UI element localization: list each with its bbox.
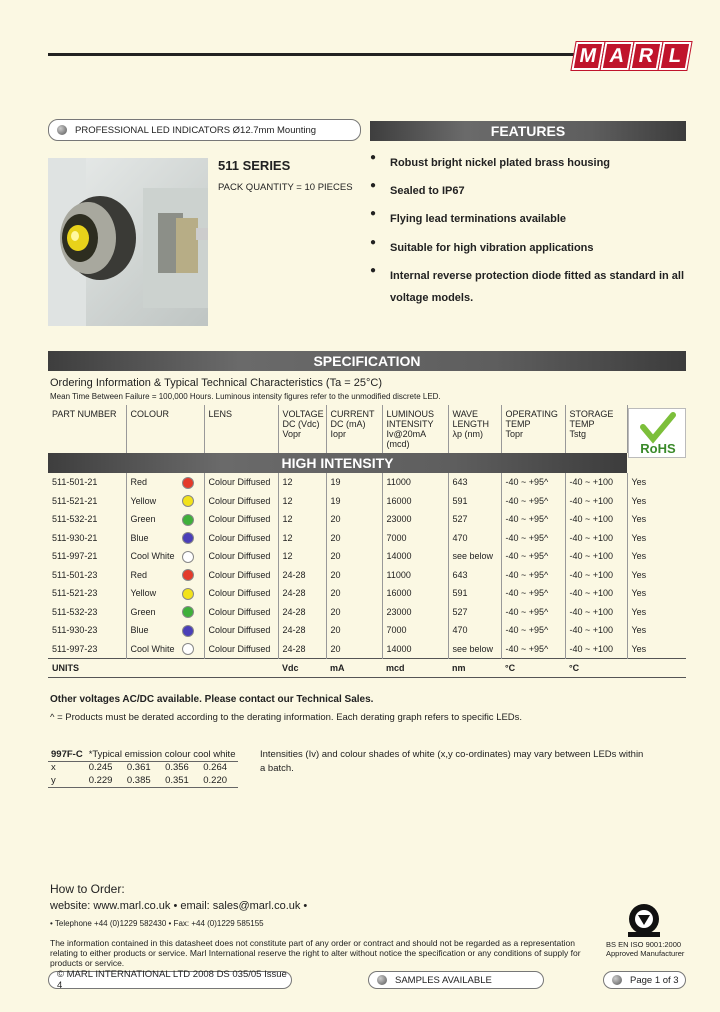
- table-cell: -40 ~ +95^: [501, 640, 565, 659]
- table-cell: 20: [326, 640, 382, 659]
- voltages-note: Other voltages AC/DC available. Please contact our Technical Sales.: [50, 694, 374, 705]
- table-cell: 511-532-21: [52, 514, 98, 524]
- table-cell: 23000: [382, 510, 448, 529]
- coord-head: 997F-C: [48, 748, 86, 761]
- table-row: [48, 584, 686, 603]
- page-number: Page 1 of 3: [630, 974, 679, 986]
- led-colour-swatch-icon: [182, 532, 194, 544]
- table-cell: 11000: [382, 566, 448, 585]
- table-cell: Cool White: [126, 640, 178, 659]
- table-cell: 470: [448, 529, 501, 548]
- table-cell: -40 ~ +95^: [501, 510, 565, 529]
- table-cell: Green: [126, 603, 178, 622]
- contact-web-email[interactable]: website: www.marl.co.uk • email: sales@marl.co.uk •: [50, 900, 308, 912]
- iso-certification-icon: [622, 902, 666, 938]
- table-cell: 20: [326, 566, 382, 585]
- table-cell: 16000: [382, 584, 448, 603]
- table-cell: Yellow: [126, 584, 178, 603]
- table-cell: 14000: [382, 640, 448, 659]
- how-to-order-title: How to Order:: [50, 882, 125, 896]
- table-cell: -40 ~ +100: [565, 640, 627, 659]
- table-cell: 20: [326, 529, 382, 548]
- table-cell: -40 ~ +95^: [501, 492, 565, 511]
- pack-quantity: PACK QUANTITY = 10 PIECES: [218, 182, 353, 193]
- table-cell: 20: [326, 584, 382, 603]
- table-row: [48, 492, 686, 511]
- column-header: COLOUR: [126, 405, 178, 453]
- specification-banner: [48, 351, 686, 371]
- table-cell: -40 ~ +95^: [501, 547, 565, 566]
- table-cell: Yellow: [126, 492, 178, 511]
- specification-title: SPECIFICATION: [313, 353, 421, 369]
- table-cell: 511-521-21: [52, 495, 98, 506]
- table-row: [48, 621, 686, 640]
- table-cell: -40 ~ +100: [565, 621, 627, 640]
- table-cell: Yes: [627, 584, 686, 603]
- table-cell: Colour Diffused: [204, 492, 278, 511]
- table-cell: Colour Diffused: [204, 473, 278, 492]
- table-cell: Yes: [627, 529, 686, 548]
- table-cell: -40 ~ +100: [565, 473, 627, 492]
- column-header: OPERATING TEMP Topr: [501, 405, 565, 453]
- table-cell: 511-930-23: [52, 625, 98, 635]
- table-cell: 591: [448, 492, 501, 511]
- derating-note: ^ = Products must be derated according to the derating information. Each derating graph refers to specific LEDs.: [50, 712, 523, 723]
- table-cell: Yes: [627, 492, 686, 511]
- samples-pill: [368, 971, 544, 989]
- table-cell: 20: [326, 547, 382, 566]
- copyright-pill: [48, 971, 292, 989]
- table-cell: Blue: [126, 529, 178, 548]
- table-cell: 12: [278, 510, 326, 529]
- column-header: CURRENT DC (mA) Iopr: [326, 405, 382, 453]
- section-title: HIGH INTENSITY: [281, 455, 394, 471]
- samples-text: SAMPLES AVAILABLE: [395, 974, 492, 986]
- column-header: PART NUMBER: [52, 409, 117, 419]
- table-cell: see below: [448, 547, 501, 566]
- table-cell: -40 ~ +95^: [501, 621, 565, 640]
- table-cell: Colour Diffused: [204, 547, 278, 566]
- table-cell: Colour Diffused: [204, 603, 278, 622]
- led-colour-swatch-icon: [182, 588, 194, 600]
- unit-cell: UNITS: [48, 659, 126, 678]
- table-cell: 643: [448, 473, 501, 492]
- table-cell: -40 ~ +95^: [501, 566, 565, 585]
- table-cell: 511-997-23: [52, 643, 98, 654]
- led-colour-swatch-icon: [182, 625, 194, 637]
- table-cell: Colour Diffused: [204, 640, 278, 659]
- unit-cell: [178, 659, 204, 678]
- unit-cell: [627, 659, 686, 678]
- table-cell: 11000: [382, 473, 448, 492]
- product-photo: [48, 158, 208, 326]
- table-cell: 12: [278, 473, 326, 492]
- table-row: [48, 473, 686, 492]
- table-row: [48, 510, 686, 529]
- column-header: WAVE LENGTH λp (nm): [448, 405, 501, 453]
- table-cell: Colour Diffused: [204, 584, 278, 603]
- table-cell: 24-28: [278, 621, 326, 640]
- table-cell: 511-997-21: [52, 551, 98, 561]
- table-cell: 24-28: [278, 603, 326, 622]
- mtbf-note: Mean Time Between Failure = 100,000 Hours. Luminous intensity figures refer to the unmodified discrete LED.: [50, 392, 441, 401]
- table-cell: 19: [326, 492, 382, 511]
- iso-text: BS EN ISO 9001:2000 Approved Manufacturer: [606, 940, 685, 958]
- rohs-label: RoHS: [640, 441, 676, 456]
- led-colour-swatch-icon: [182, 606, 194, 618]
- table-cell: 527: [448, 603, 501, 622]
- table-cell: 20: [326, 603, 382, 622]
- feature-item: ● Suitable for high vibration applications: [370, 237, 594, 254]
- table-cell: 24-28: [278, 584, 326, 603]
- rohs-badge: [628, 408, 686, 458]
- table-cell: -40 ~ +95^: [501, 603, 565, 622]
- table-cell: Yes: [627, 603, 686, 622]
- table-cell: 7000: [382, 529, 448, 548]
- bullet-dot-icon: [612, 975, 622, 985]
- feature-item: ● Robust bright nickel plated brass housing: [370, 152, 611, 169]
- table-cell: Colour Diffused: [204, 510, 278, 529]
- page-number-pill: [603, 971, 686, 989]
- table-cell: Colour Diffused: [204, 566, 278, 585]
- feature-item: ● Internal reverse protection diode fitted as standard in all voltage models.: [370, 265, 685, 304]
- table-cell: 643: [448, 566, 501, 585]
- table-cell: 24-28: [278, 566, 326, 585]
- logo-letter: L: [659, 42, 692, 70]
- table-cell: 19: [326, 473, 382, 492]
- logo-letter: A: [601, 42, 634, 70]
- units-row: [48, 659, 686, 678]
- table-cell: 511-532-23: [52, 606, 98, 617]
- marl-logo: [574, 42, 690, 70]
- table-cell: Yes: [627, 547, 686, 566]
- table-row: [48, 566, 686, 585]
- led-colour-swatch-icon: [182, 495, 194, 507]
- rohs-check-icon: [629, 409, 687, 459]
- column-header: VOLTAGE DC (Vdc) Vopr: [278, 405, 326, 453]
- table-cell: -40 ~ +100: [565, 584, 627, 603]
- unit-cell: [204, 659, 278, 678]
- unit-cell: mcd: [382, 659, 448, 678]
- spec-header-row: [48, 405, 686, 453]
- feature-item: ● Flying lead terminations available: [370, 208, 567, 225]
- table-cell: -40 ~ +100: [565, 603, 627, 622]
- table-cell: -40 ~ +100: [565, 547, 627, 566]
- table-cell: -40 ~ +95^: [501, 473, 565, 492]
- disclaimer: The information contained in this datasheet does not constitute part of any order or contract and should not be regarded as a representation relating to either products or service. Marl International reserve the right to alter without notice the specification or any conditions of supply for products or service.: [50, 938, 581, 968]
- features-title: FEATURES: [490, 123, 566, 139]
- table-cell: Blue: [126, 621, 178, 640]
- unit-cell: °C: [565, 659, 627, 678]
- table-cell: 23000: [382, 603, 448, 622]
- table-cell: 12: [278, 492, 326, 511]
- table-cell: -40 ~ +95^: [501, 584, 565, 603]
- column-header: STORAGE TEMP Tstg: [565, 405, 627, 453]
- table-cell: Yes: [627, 510, 686, 529]
- table-cell: 12: [278, 529, 326, 548]
- table-cell: 527: [448, 510, 501, 529]
- tagline-pill: [48, 119, 361, 141]
- copyright-text: © MARL INTERNATIONAL LTD 2008 DS 035/05 Issue 4: [57, 969, 287, 991]
- table-cell: 511-930-21: [52, 532, 98, 543]
- table-cell: -40 ~ +100: [565, 510, 627, 529]
- led-colour-swatch-icon: [182, 477, 194, 489]
- table-row: [48, 640, 686, 659]
- table-cell: Red: [126, 566, 178, 585]
- spec-table: [48, 405, 686, 678]
- coordinates-note: Intensities (Iv) and colour shades of white (x,y co-ordinates) may vary between LEDs within a batch.: [260, 749, 644, 774]
- logo-letter: R: [630, 42, 663, 70]
- table-cell: 20: [326, 621, 382, 640]
- unit-cell: mA: [326, 659, 382, 678]
- table-cell: 591: [448, 584, 501, 603]
- unit-cell: nm: [448, 659, 501, 678]
- table-row: [48, 547, 686, 566]
- table-cell: 511-501-23: [52, 569, 98, 580]
- table-cell: Colour Diffused: [204, 529, 278, 548]
- feature-item: ● Sealed to IP67: [370, 180, 465, 197]
- table-cell: 511-521-23: [52, 588, 98, 598]
- column-header: LENS: [204, 405, 278, 453]
- table-cell: 511-501-21: [52, 477, 98, 487]
- spec-subtitle: Ordering Information & Typical Technical Characteristics (Ta = 25°C): [50, 377, 382, 389]
- table-cell: 14000: [382, 547, 448, 566]
- table-cell: -40 ~ +100: [565, 492, 627, 511]
- table-cell: 20: [326, 510, 382, 529]
- bullet-dot-icon: [377, 975, 387, 985]
- table-cell: -40 ~ +100: [565, 566, 627, 585]
- led-colour-swatch-icon: [182, 643, 194, 655]
- table-cell: 16000: [382, 492, 448, 511]
- table-cell: Yes: [627, 566, 686, 585]
- led-indicator-image: [48, 158, 208, 326]
- table-cell: 12: [278, 547, 326, 566]
- bullet-dot-icon: [57, 125, 67, 135]
- column-header: LUMINOUS INTENSITY Iv@20mA (mcd): [382, 405, 448, 453]
- led-colour-swatch-icon: [182, 514, 194, 526]
- table-row: [48, 529, 686, 548]
- features-banner: [370, 121, 686, 141]
- table-cell: Yes: [627, 640, 686, 659]
- colour-coordinates-table: 997F-C *Typical emission colour cool white x 0.245 0.361 0.356 0.264 y 0.229 0.385 0.351 0.220: [48, 748, 238, 788]
- coord-head-note: *Typical emission colour cool white: [86, 748, 239, 761]
- table-cell: Green: [126, 510, 178, 529]
- table-row: [48, 603, 686, 622]
- series-title: 511 SERIES: [218, 158, 291, 173]
- column-header: [178, 405, 204, 453]
- table-cell: see below: [448, 640, 501, 659]
- table-cell: Cool White: [126, 547, 178, 566]
- contact-phone: • Telephone +44 (0)1229 582430 • Fax: +44 (0)1229 585155: [50, 919, 264, 928]
- unit-cell: Vdc: [278, 659, 326, 678]
- table-cell: Yes: [627, 621, 686, 640]
- table-cell: -40 ~ +95^: [501, 529, 565, 548]
- unit-cell: °C: [501, 659, 565, 678]
- table-cell: 24-28: [278, 640, 326, 659]
- led-colour-swatch-icon: [182, 551, 194, 563]
- logo-letter: M: [572, 42, 605, 70]
- table-cell: 7000: [382, 621, 448, 640]
- high-intensity-banner: [48, 453, 627, 473]
- unit-cell: [126, 659, 178, 678]
- table-cell: Colour Diffused: [204, 621, 278, 640]
- led-colour-swatch-icon: [182, 569, 194, 581]
- table-cell: -40 ~ +100: [565, 529, 627, 548]
- table-cell: Red: [126, 473, 178, 492]
- table-cell: Yes: [627, 473, 686, 492]
- tagline-text: PROFESSIONAL LED INDICATORS Ø12.7mm Mounting: [75, 124, 317, 136]
- table-cell: 470: [448, 621, 501, 640]
